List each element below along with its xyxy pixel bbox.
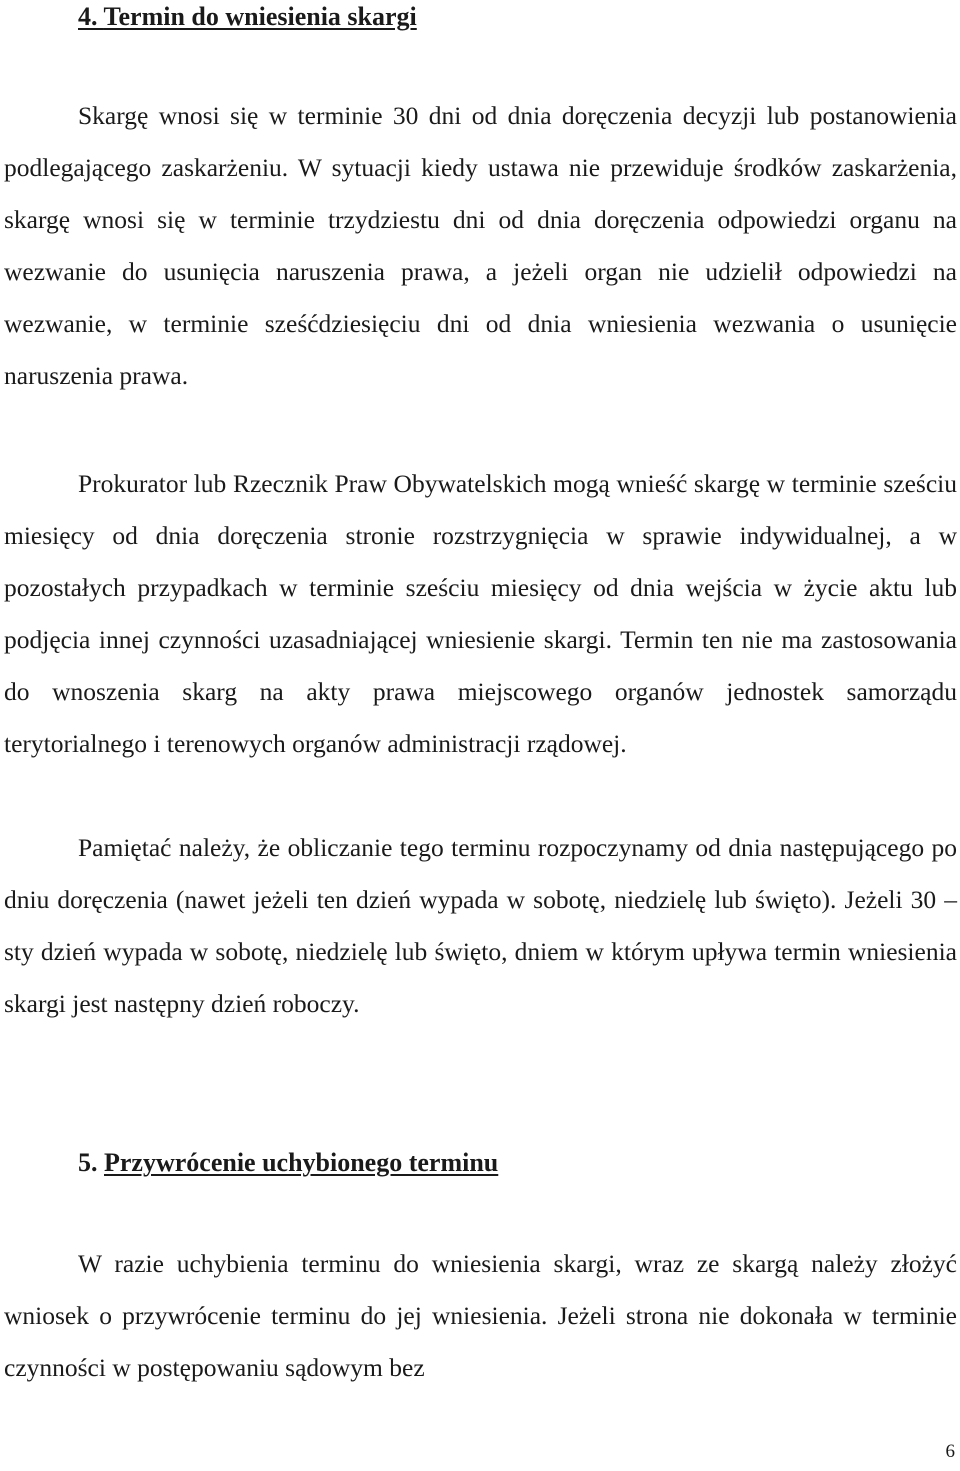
page-number: 6 — [945, 1441, 955, 1462]
paragraph: Pamiętać należy, że obliczanie tego terminu rozpoczynamy od dnia następującego po dniu doręczenia (nawet jeżeli ten dzień wypada w sobotę, niedzielę lub święto). Jeżeli 30 – sty dzień wypada w sobotę, niedzielę lub święto, dniem w którym upływa termin wniesienia skargi jest następny dzień roboczy. — [4, 833, 957, 1018]
section-number: 4. — [78, 2, 98, 31]
section-title: Termin do wniesienia skargi — [103, 2, 417, 31]
section-number: 5. — [78, 1148, 98, 1177]
section-heading — [78, 2, 417, 32]
paragraph: W razie uchybienia terminu do wniesienia skargi, wraz ze skargą należy złożyć wniosek o przywrócenie terminu do jej wniesienia. Jeżeli strona nie dokonała w terminie czynności w postępowaniu sądowym bez — [4, 1249, 957, 1382]
section-title: Przywrócenie uchybionego terminu — [104, 1148, 499, 1177]
section-heading — [78, 1148, 498, 1178]
paragraph: Prokurator lub Rzecznik Praw Obywatelskich mogą wnieść skargę w terminie sześciu miesięcy od dnia doręczenia stronie rozstrzygnięcia w sprawie indywidualnej, a w pozostałych przypadkach w terminie sześciu miesięcy od dnia wejścia w życie aktu lub podjęcia innej czynności uzasadniającej wniesienie skargi. Termin ten nie ma zastosowania do wnoszenia skarg na akty prawa miejscowego organów jednostek samorządu terytorialnego i terenowych organów administracji rządowej. — [4, 469, 957, 758]
section-heading-text — [78, 2, 417, 31]
paragraph: Skargę wnosi się w terminie 30 dni od dnia doręczenia decyzji lub postanowienia podlegającego zaskarżeniu. W sytuacji kiedy ustawa nie przewiduje środków zaskarżenia, skargę wnosi się w terminie trzydziestu dni od dnia doręczenia odpowiedzi organu na wezwanie do usunięcia naruszenia prawa, a jeżeli organ nie udzielił odpowiedzi na wezwanie, w terminie sześćdziesięciu dni od dnia wniesienia wezwania o usunięcie naruszenia prawa. — [4, 101, 957, 390]
